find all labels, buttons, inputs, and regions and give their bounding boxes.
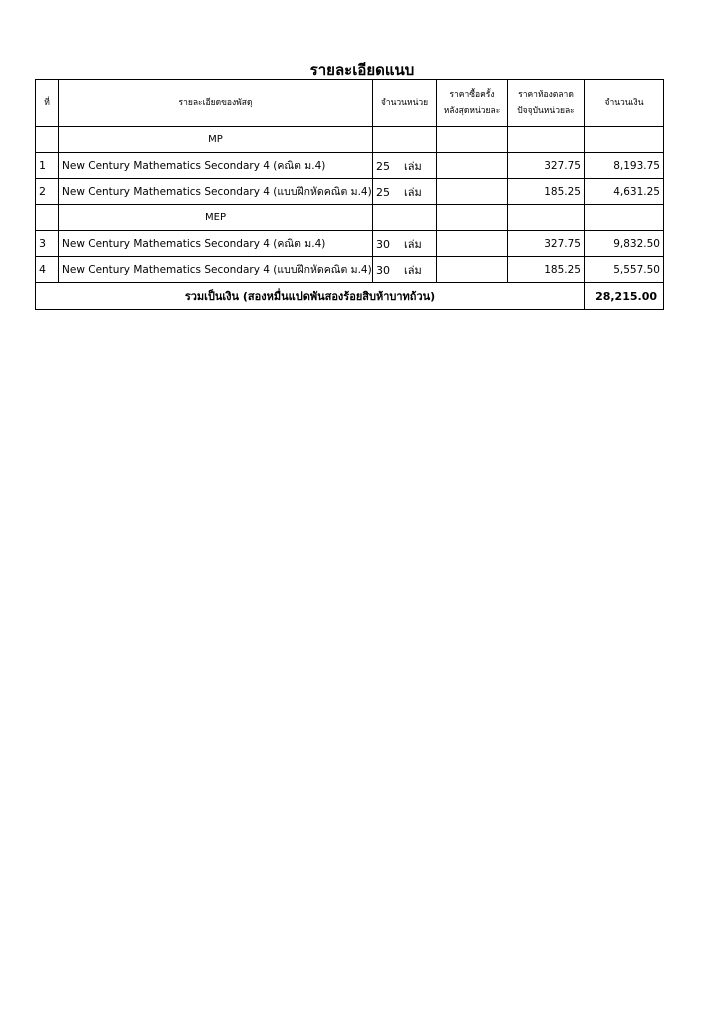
- header-last-price-line2: หลังสุดหน่วยละ: [443, 106, 501, 116]
- header-market-price-line1: ราคาท้องตลาด: [518, 90, 574, 100]
- row-market-price: 327.75: [508, 231, 585, 257]
- row-description: New Century Mathematics Secondary 4 (แบบฝึกหัดคณิต ม.4): [59, 179, 373, 205]
- row-quantity: [373, 231, 437, 257]
- group-empty-cell: [437, 127, 508, 153]
- row-last-price: [437, 257, 508, 283]
- group-empty-cell: [437, 205, 508, 231]
- row-market-price: 185.25: [508, 257, 585, 283]
- header-amount: จำนวนเงิน: [585, 80, 664, 127]
- row-qty-unit: เล่ม: [404, 237, 422, 251]
- row-qty-unit: เล่ม: [404, 159, 422, 173]
- row-no: 2: [36, 179, 59, 205]
- header-row: [36, 80, 664, 127]
- row-no: 1: [36, 153, 59, 179]
- total-row: [36, 283, 664, 310]
- group-empty-cell: [585, 127, 664, 153]
- row-qty-value: 25: [376, 159, 390, 173]
- row-amount: 4,631.25: [585, 179, 664, 205]
- table-row: [36, 179, 664, 205]
- row-qty-value: 30: [376, 263, 390, 277]
- row-market-price: 185.25: [508, 179, 585, 205]
- row-last-price: [437, 179, 508, 205]
- row-qty-unit: เล่ม: [404, 263, 422, 277]
- group-row: [36, 127, 664, 153]
- row-last-price: [437, 231, 508, 257]
- items-table: [35, 79, 664, 310]
- header-last-price: [437, 80, 508, 127]
- group-row: [36, 205, 664, 231]
- total-value: 28,215.00: [585, 283, 664, 310]
- row-amount: 9,832.50: [585, 231, 664, 257]
- row-description: New Century Mathematics Secondary 4 (แบบฝึกหัดคณิต ม.4): [59, 257, 373, 283]
- row-market-price: 327.75: [508, 153, 585, 179]
- table-row: [36, 257, 664, 283]
- group-no-cell: [36, 127, 59, 153]
- row-qty-unit: เล่ม: [404, 185, 422, 199]
- total-label: รวมเป็นเงิน (สองหมื่นแปดพันสองร้อยสิบห้าบาทถ้วน): [36, 283, 585, 310]
- row-quantity: [373, 257, 437, 283]
- group-empty-cell: [373, 205, 437, 231]
- header-description: รายละเอียดของพัสดุ: [59, 80, 373, 127]
- row-description: New Century Mathematics Secondary 4 (คณิต ม.4): [59, 231, 373, 257]
- row-last-price: [437, 153, 508, 179]
- group-name: MP: [59, 127, 373, 153]
- group-empty-cell: [373, 127, 437, 153]
- group-empty-cell: [585, 205, 664, 231]
- header-quantity: จำนวนหน่วย: [373, 80, 437, 127]
- row-quantity: [373, 153, 437, 179]
- row-amount: 8,193.75: [585, 153, 664, 179]
- row-qty-value: 30: [376, 237, 390, 251]
- row-amount: 5,557.50: [585, 257, 664, 283]
- group-empty-cell: [508, 205, 585, 231]
- table-row: [36, 231, 664, 257]
- header-last-price-line1: ราคาซื้อครั้ง: [449, 90, 495, 100]
- header-no: ที่: [36, 80, 59, 127]
- group-empty-cell: [508, 127, 585, 153]
- group-name: MEP: [59, 205, 373, 231]
- header-market-price-line2: ปัจจุบันหน่วยละ: [517, 106, 575, 116]
- row-quantity: [373, 179, 437, 205]
- row-qty-value: 25: [376, 185, 390, 199]
- row-description: New Century Mathematics Secondary 4 (คณิต ม.4): [59, 153, 373, 179]
- header-market-price: [508, 80, 585, 127]
- page-title: รายละเอียดแนบ: [309, 61, 415, 79]
- table-row: [36, 153, 664, 179]
- row-no: 3: [36, 231, 59, 257]
- row-no: 4: [36, 257, 59, 283]
- group-no-cell: [36, 205, 59, 231]
